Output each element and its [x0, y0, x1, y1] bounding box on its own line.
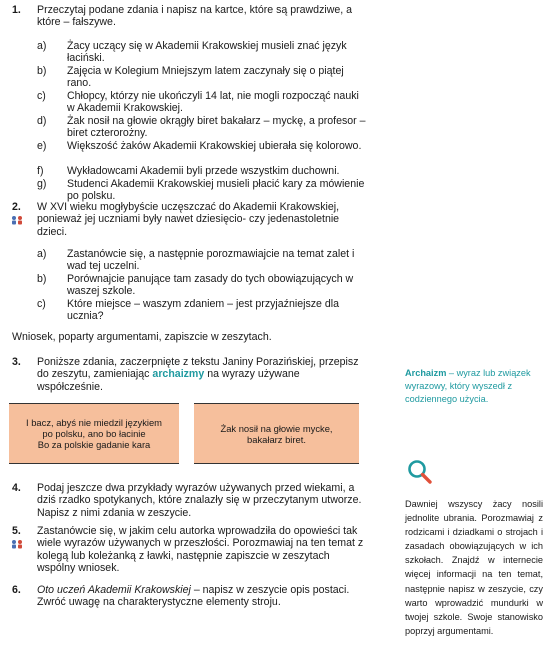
list-item: c) Chłopcy, którzy nie ukończyli 14 lat, nie mogli rozpocząć nauki w Akademii Krakowskiej.	[37, 90, 359, 115]
list-item: a) Żacy uczący się w Akademii Krakowskiej musieli znać język łaciński.	[37, 40, 347, 65]
list-item: g) Studenci Akademii Krakowskiej musieli płacić kary za mówienie po polsku.	[37, 177, 365, 202]
archaism-definition: Archaizm – wyraz lub związek wyrazowy, który wyszedł z codziennego użycia.	[405, 368, 531, 404]
task-4-number: 4.	[12, 482, 21, 494]
task-2-text: W XVI wieku mogłybyście uczęszczać do Akademii Krakowskiej, ponieważ jej uczniami były nawet dziesięcio- czy jedenastoletnie dzieci.	[37, 201, 340, 238]
quote-box-right: Żak nosił na głowie mycke, bakałarz biret.	[194, 403, 359, 464]
task-4-text: Podaj jeszcze dwa przykłady wyrazów używanych przed wiekami, a dziś rzadko spotykanych, które znalazły się w przeczytanym utworze. Napisz z nimi zdania w zeszycie.	[37, 482, 362, 519]
list-item: e) Większość żaków Akademii Krakowskiej ubierała się kolorowo.	[37, 140, 362, 152]
magnifier-icon	[407, 459, 433, 485]
task-3-number: 3.	[12, 356, 21, 368]
list-item: c) Które miejsce – waszym zdaniem – jest przyjaźniejsze dla ucznia?	[37, 298, 340, 323]
task-5-number: 5.	[12, 525, 21, 537]
task-1-text: Przeczytaj podane zdania i napisz na kartce, które są prawdziwe, a które – fałszywe.	[37, 4, 353, 29]
list-item: d) Żak nosił na głowie okrągły biret bakałarz – myckę, a profesor – biret czterorożny.	[37, 115, 366, 140]
task-6-text: Oto uczeń Akademii Krakowskiej – napisz w zeszycie opis postaci. Zwróć uwagę na charakterystyczne elementy stroju.	[37, 584, 350, 609]
pair-work-icon	[10, 539, 24, 549]
sidebar-note: Dawniej wszyscy żacy nosili jednolite ubrania. Porozmawiaj z rodzicami i dziadkami o strojach i zasadach obowiązujących w ich szkołach. Znajdź w internecie więcej informacji na ten temat, następnie napisz w zeszycie, czy warto wprowadzić mundurki w twojej szkole. Swoje stanowisko poprzyj argumentami.	[405, 499, 543, 636]
list-item: b) Porównajcie panujące tam zasady do tych obowiązujących w waszej szkole.	[37, 273, 354, 298]
quote-box-left: I bacz, abyś nie miedzil językiem po polsku, ano bo łacinie Bo za polskie gadanie kara	[9, 403, 179, 464]
task-2-items	[37, 248, 367, 323]
task-2-number: 2.	[12, 201, 21, 213]
pair-work-icon	[10, 215, 24, 225]
task-3-text: Poniższe zdania, zaczerpnięte z tekstu Janiny Porazińskiej, przepisz do zeszytu, zamieniając archaizmy na wyrazy używane współcześnie.	[37, 356, 359, 393]
list-item: b) Zajęcia w Kolegium Mniejszym latem zaczynały się o piątej rano.	[37, 65, 344, 90]
task-5-text: Zastanówcie się, w jakim celu autorka wprowadziła do opowieści tak wiele wyrazów używanych w przeszłości. Porozmawiaj na ten temat z kolegą lub koleżanką z ławki, następnie zapiszcie w zeszytach wspólny wniosek.	[37, 525, 364, 575]
task-1-items	[37, 40, 367, 202]
archaism-highlight: archaizmy	[152, 368, 205, 381]
task-1-number: 1.	[12, 4, 21, 16]
conclusion-text: Wniosek, poparty argumentami, zapiszcie w zeszytach.	[12, 331, 272, 343]
task-6-number: 6.	[12, 584, 21, 596]
list-item: f) Wykładowcami Akademii byli przede wszystkim duchowni.	[37, 165, 340, 177]
list-item: a) Zastanówcie się, a następnie porozmawiajcie na temat zalet i wad tej uczelni.	[37, 248, 355, 273]
